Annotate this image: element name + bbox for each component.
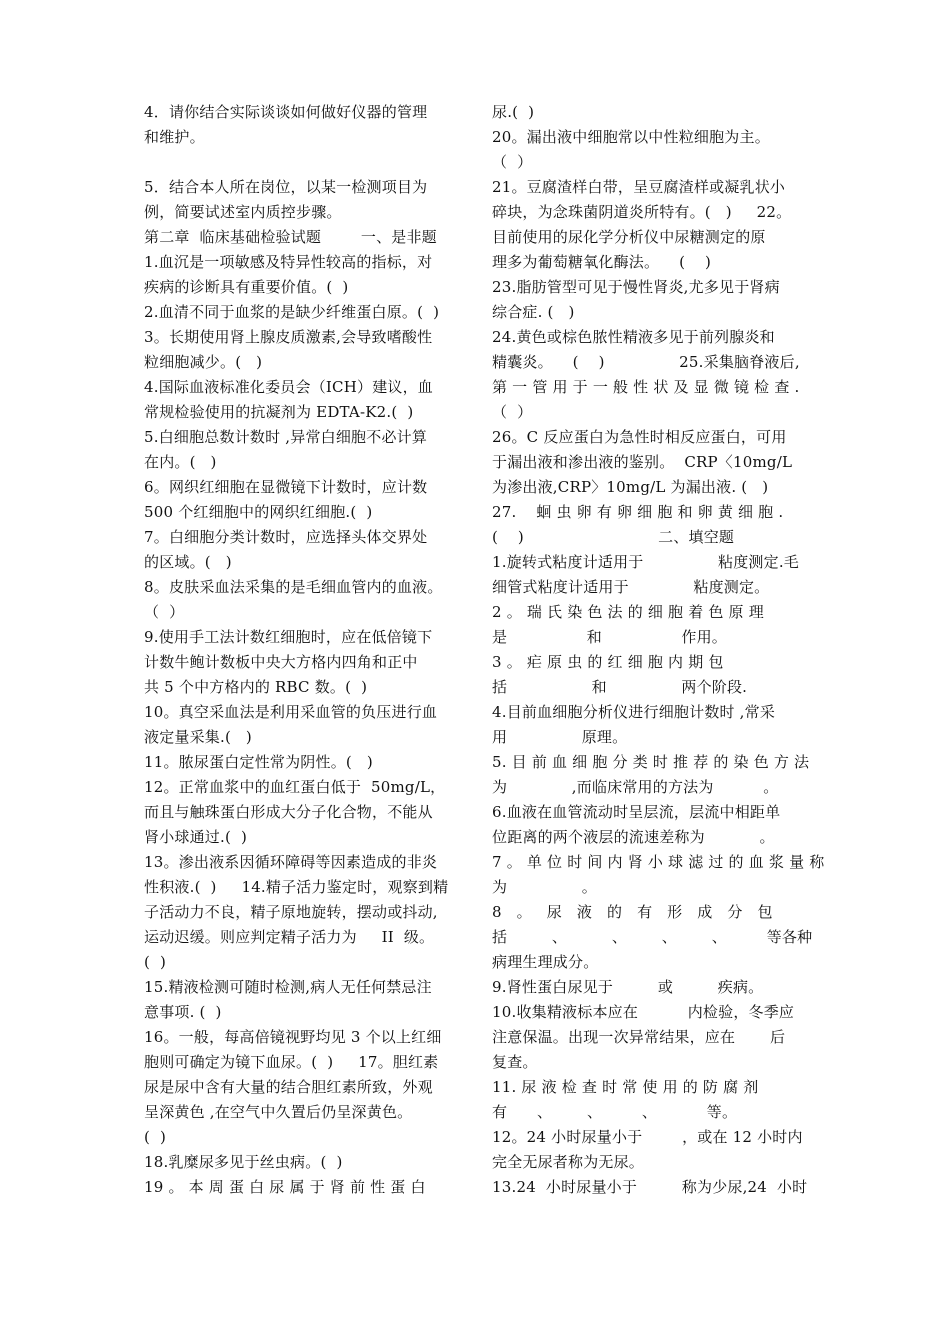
- right-column-line: （ ）: [492, 153, 533, 171]
- left-column-line: 2.血清不同于血浆的是缺少纤维蛋白原。( ): [144, 303, 440, 321]
- right-column-line: 碎块，为念珠菌阴道炎所特有。( ) 22。: [492, 203, 792, 221]
- right-column-line: 11. 尿 液 检 查 时 常 使 用 的 防 腐 剂: [492, 1078, 759, 1096]
- left-column-line: 15.精液检测可随时检测,病人无任何禁忌注: [144, 978, 432, 996]
- left-column-line: 5.白细胞总数计数时 ,异常白细胞不必计算: [144, 428, 428, 446]
- left-column-line: 意事项. ( ): [144, 1003, 222, 1021]
- right-column-line: 第 一 管 用 于 一 般 性 状 及 显 微 镜 检 查 .: [492, 378, 800, 396]
- left-column-line: 呈深黄色 ,在空气中久置后仍呈深黄色。: [144, 1103, 413, 1121]
- right-column-line: 是 和 作用。: [492, 628, 727, 646]
- left-column-line: 胞则可确定为镜下血尿。( ) 17。胆红素: [144, 1053, 439, 1071]
- right-column-line: 10.收集精液标本应在 内检验，冬季应: [492, 1003, 795, 1021]
- left-column-line: 6。网织红细胞在显微镜下计数时，应计数: [144, 478, 428, 496]
- right-column-line: 27. 蛔 虫 卵 有 卵 细 胞 和 卵 黄 细 胞 .: [492, 503, 784, 521]
- left-column-line: 16。一般，每高倍镜视野均见 3 个以上红细: [144, 1028, 442, 1046]
- left-column-line: 4.国际血液标准化委员会（ICH）建议，血: [144, 378, 433, 396]
- right-column-line: 3 。 疟 原 虫 的 红 细 胞 内 期 包: [492, 653, 724, 671]
- left-column-line: 19 。 本 周 蛋 白 尿 属 于 肾 前 性 蛋 白: [144, 1178, 426, 1196]
- left-column-line: 18.乳糜尿多见于丝虫病。( ): [144, 1153, 343, 1171]
- left-column-line: 子活动力不良，精子原地旋转，摆动或抖动,: [144, 903, 438, 921]
- left-column-line: 粒细胞减少。( ): [144, 353, 263, 371]
- left-column-line: 尿是尿中含有大量的结合胆红素所致，外观: [144, 1078, 433, 1096]
- right-column-line: 目前使用的尿化学分析仪中尿糖测定的原: [492, 228, 766, 246]
- left-column-line: 性积液.( ) 14.精子活力鉴定时，观察到精: [144, 878, 449, 896]
- left-column-line: ( ): [144, 1128, 167, 1146]
- right-column-line: 于漏出液和渗出液的鉴别。 CRP〈10mg/L: [492, 453, 793, 471]
- left-column-line: 第二章 临床基础检验试题 一、是非题: [144, 228, 437, 246]
- right-column-line: 位距离的两个液层的流速差称为 。: [492, 828, 775, 846]
- left-column-line: 肾小球通过.( ): [144, 828, 248, 846]
- left-column-line: 1.血沉是一项敏感及特异性较高的指标，对: [144, 253, 433, 271]
- left-column-line: 液定量采集.( ): [144, 728, 252, 746]
- left-column-line: 9.使用手工法计数红细胞时，应在低倍镜下: [144, 628, 433, 646]
- right-column-line: 用 原理。: [492, 728, 628, 746]
- right-column-line: 21。豆腐渣样白带，呈豆腐渣样或凝乳状小: [492, 178, 786, 196]
- right-column-line: 为 。: [492, 878, 597, 896]
- right-column-line: 为渗出液,CRP〉10mg/L 为漏出液. ( ): [492, 478, 769, 496]
- right-column-line: 9.肾性蛋白尿见于 或 疾病。: [492, 978, 764, 996]
- right-column-line: 病理生理成分。: [492, 953, 599, 971]
- left-column-line: 7。白细胞分类计数时，应选择头体交界处: [144, 528, 428, 546]
- right-column-line: 综合症. ( ): [492, 303, 575, 321]
- left-column-line: 4．请你结合实际谈谈如何做好仪器的管理: [144, 103, 428, 121]
- right-column-line: 6.血液在血管流动时呈层流，层流中相距单: [492, 803, 781, 821]
- left-column-line: [144, 150, 462, 175]
- right-column-line: 尿.( ): [492, 103, 535, 121]
- right-column-line: 完全无尿者称为无尿。: [492, 1153, 645, 1171]
- right-column-line: 括 和 两个阶段.: [492, 678, 748, 696]
- left-column-line: 运动迟缓。则应判定精子活力为 II 级。: [144, 928, 435, 946]
- right-column-line: 24.黄色或棕色脓性精液多见于前列腺炎和: [492, 328, 775, 346]
- left-column-line: 的区域。( ): [144, 553, 232, 571]
- right-column-line: 注意保温。出现一次异常结果，应在 后: [492, 1028, 786, 1046]
- right-column-line: ( ) 二、填空题: [492, 528, 735, 546]
- right-text-column: [492, 100, 825, 1200]
- right-column-line: 细管式粘度计适用于 粘度测定。: [492, 578, 770, 596]
- left-column-line: 例，简要试述室内质控步骤。: [144, 203, 342, 221]
- right-column-line: 26。C 反应蛋白为急性时相反应蛋白，可用: [492, 428, 787, 446]
- left-column-line: 3。长期使用肾上腺皮质激素,会导致嗜酸性: [144, 328, 433, 346]
- right-column-line: 5. 目 前 血 细 胞 分 类 时 推 荐 的 染 色 方 法: [492, 753, 810, 771]
- right-column-line: 12。24 小时尿量小于 ，或在 12 小时内: [492, 1128, 803, 1146]
- left-column-line: 12。正常血浆中的血红蛋白低于 50mg/L，: [144, 778, 446, 796]
- right-column-line: （ ）: [492, 403, 533, 421]
- right-column-line: 为 ,而临床常用的方法为 。: [492, 778, 779, 796]
- left-column-line: 10。真空采血法是利用采血管的负压进行血: [144, 703, 438, 721]
- right-column-line: 复查。: [492, 1053, 538, 1071]
- right-column-line: 精囊炎。 ( ) 25.采集脑脊液后,: [492, 353, 800, 371]
- right-column-line: 有 、 、 、 等。: [492, 1103, 738, 1121]
- right-column-line: 1.旋转式粘度计适用于 粘度测定.毛: [492, 553, 800, 571]
- left-column-line: 疾病的诊断具有重要价值。( ): [144, 278, 349, 296]
- left-column-line: ( ): [144, 953, 167, 971]
- left-column-line: 而且与触珠蛋白形成大分子化合物，不能从: [144, 803, 433, 821]
- right-column-line: 2 。 瑞 氏 染 色 法 的 细 胞 着 色 原 理: [492, 603, 764, 621]
- left-column-line: （ ）: [144, 603, 185, 621]
- left-column-line: 常规检验使用的抗凝剂为 EDTA-K2.( ): [144, 403, 414, 421]
- left-column-line: 500 个红细胞中的网织红细胞.( ): [144, 503, 373, 521]
- right-column-line: 7 。 单 位 时 间 内 肾 小 球 滤 过 的 血 浆 量 称: [492, 853, 825, 871]
- right-column-line: 理多为葡萄糖氧化酶法。 ( ): [492, 253, 712, 271]
- left-column-line: 和维护。: [144, 128, 205, 146]
- right-column-line: 8 。 尿 液 的 有 形 成 分 包: [492, 903, 773, 921]
- right-column-line: 20。漏出液中细胞常以中性粒细胞为主。: [492, 128, 770, 146]
- left-column-line: 11。脓尿蛋白定性常为阴性。( ): [144, 753, 373, 771]
- left-column-line: 共 5 个中方格内的 RBC 数。( ): [144, 678, 368, 696]
- left-text-column: [144, 100, 462, 1200]
- left-column-line: 13。渗出液系因循环障碍等因素造成的非炎: [144, 853, 438, 871]
- right-column-line: 23.脂肪管型可见于慢性肾炎,尤多见于肾病: [492, 278, 780, 296]
- right-column-line: 4.目前血细胞分析仪进行细胞计数时 ,常采: [492, 703, 776, 721]
- right-column-line: 13.24 小时尿量小于 称为少尿,24 小时: [492, 1178, 808, 1196]
- left-column-line: 在内。( ): [144, 453, 217, 471]
- left-column-line: 8。皮肤采血法采集的是毛细血管内的血液。: [144, 578, 443, 596]
- left-column-line: 5．结合本人所在岗位，以某一检测项目为: [144, 178, 428, 196]
- right-column-line: 括 、 、 、 、 等各种: [492, 928, 813, 946]
- left-column-line: 计数牛鲍计数板中央大方格内四角和正中: [144, 653, 418, 671]
